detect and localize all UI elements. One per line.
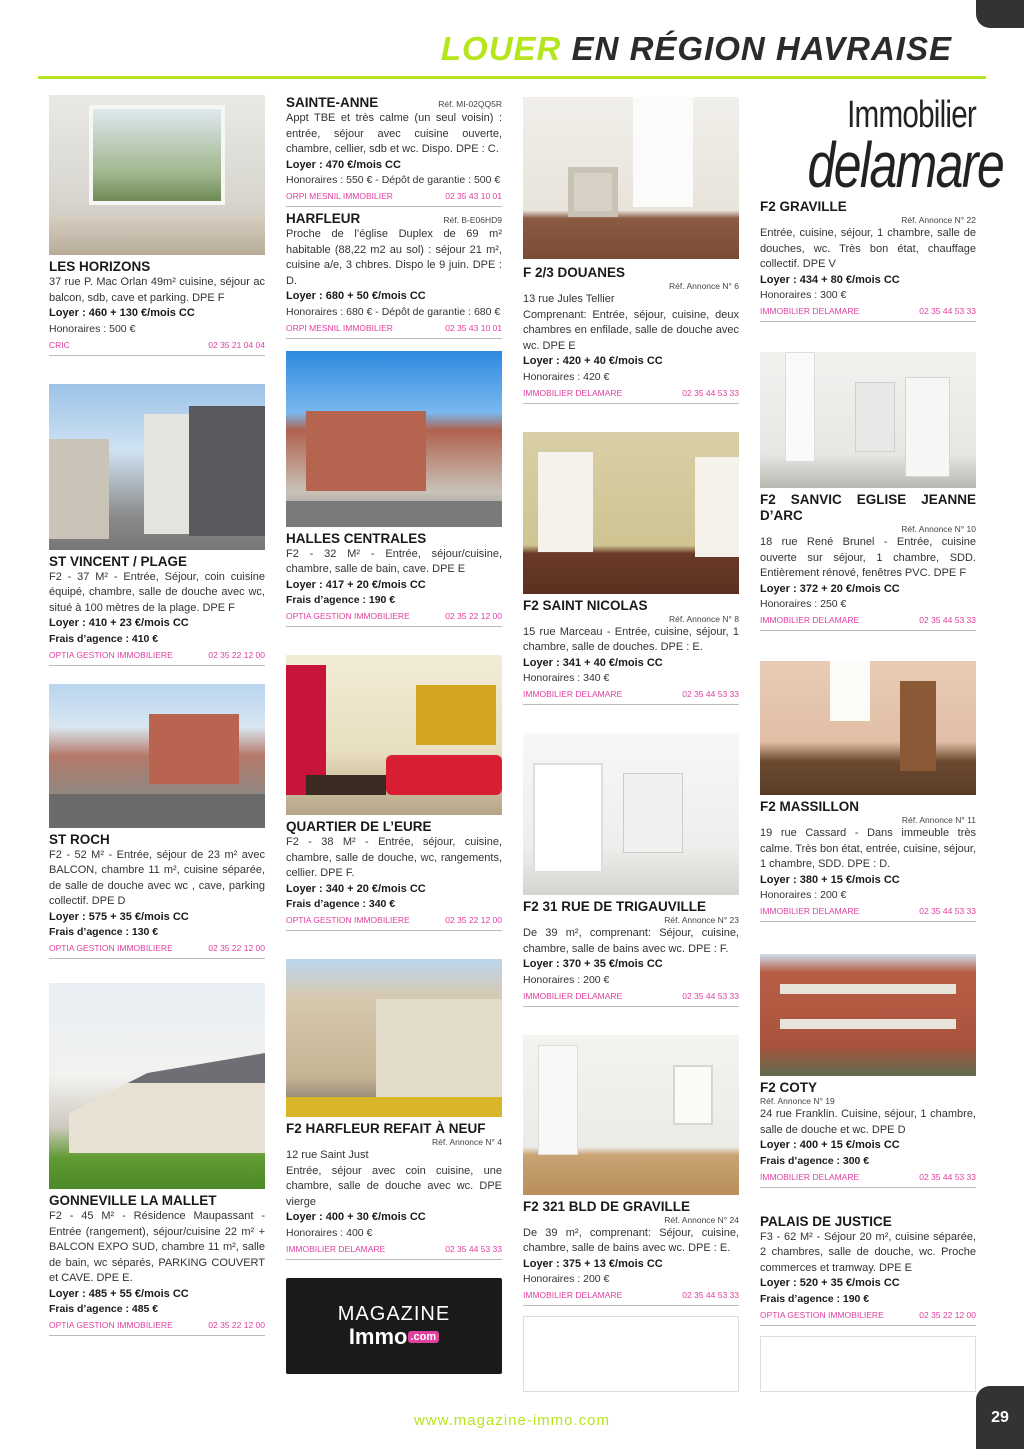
listing-title: LES HORIZONS [49, 259, 151, 274]
listing-fees: Honoraires : 200 € [523, 1273, 610, 1285]
listing-agency[interactable]: IMMOBILIER DELAMARE 02 35 44 53 33 [523, 1289, 739, 1306]
listing-photo[interactable] [49, 684, 265, 828]
listing-photo[interactable] [523, 733, 739, 895]
listing-photo[interactable] [49, 384, 265, 550]
column-3 [523, 95, 739, 1392]
listing-title: GONNEVILLE LA MALLET [49, 1193, 217, 1208]
empty-ad-slot [523, 1316, 739, 1392]
listing-price: Loyer : 341 + 40 €/mois CC [523, 656, 663, 669]
listing-photo[interactable] [286, 959, 502, 1117]
column-2 [286, 95, 502, 1374]
listing-price: Loyer : 420 + 40 €/mois CC [523, 355, 663, 367]
listing-fees: Honoraires : 340 € [523, 672, 610, 684]
listing-description: 12 rue Saint Just Entrée, séjour avec coin cuisine, une chambre, salle de douche avec wc. DPE vierge [286, 1149, 502, 1208]
listing-agency[interactable]: OPTIA GESTION IMMOBILIERE 02 35 22 12 00 [286, 914, 502, 931]
listing-fees: Frais d’agence : 340 € [286, 898, 396, 910]
listing-price: Loyer : 460 + 130 €/mois CC [49, 307, 195, 319]
listing-price: Loyer : 575 + 35 €/mois CC [49, 910, 189, 923]
listing-agency[interactable]: OPTIA GESTION IMMOBILIERE 02 35 22 12 00 [286, 610, 502, 627]
listing-description: F2 - 52 M² - Entrée, séjour de 23 m² avec BALCON, chambre 11 m², cuisine séparée, de salle de douche avec wc , cave, parking collectif. DPE D [49, 848, 265, 907]
listing-photo[interactable] [286, 655, 502, 815]
listing-ref: Réf. Annonce N° 23 [664, 915, 739, 925]
listing-fees: Honoraires : 500 € [49, 322, 136, 335]
listing-price: Loyer : 400 + 15 €/mois CC [760, 1139, 900, 1151]
listing-description: De 39 m², comprenant: Séjour, cuisine, chambre, salle de bains avec wc. DPE : F. [523, 927, 739, 955]
listing-price: Loyer : 372 + 20 €/mois CC [760, 582, 900, 595]
listing-agency[interactable]: IMMOBILIER DELAMARE 02 35 44 53 33 [523, 688, 739, 705]
listing-description: Entrée, cuisine, séjour, 1 chambre, salle de douches, wc. Très bon état, chauffage collectif. DPE V [760, 227, 976, 270]
footer-url[interactable]: www.magazine-immo.com [413, 1412, 611, 1429]
listing-title: F2 SAINT NICOLAS [523, 597, 648, 613]
listing-photo[interactable] [760, 954, 976, 1076]
listing-description: Proche de l’église Duplex de 69 m² habitable (88,22 m2 au sol) : séjour 21 m², cuisine a/e, 3 chbres. Dispo le 9 juin. DPE : D. [286, 228, 502, 287]
listing-ref: Réf. Annonce N° 22 [901, 215, 976, 225]
listing-description: F2 - 45 M² - Résidence Maupassant - Entrée (rangement), séjour/cuisine 22 m² + BALCON EXPO SUD, chambre 11 m², salle de bain, wc séparés, PARKING COUVERT et CAVE. DPE E. [49, 1210, 265, 1284]
listing-price: Loyer : 340 + 20 €/mois CC [286, 882, 426, 895]
delamare-logo[interactable]: Immobilier delamare [807, 94, 1004, 201]
listing-photo[interactable] [760, 352, 976, 488]
listing-title: F2 SANVIC EGLISE JEANNE D’ARC [760, 492, 976, 523]
column-1 [49, 95, 265, 1336]
listing-description: F2 - 38 M² - Entrée, séjour, cuisine, chambre, salle de douche, wc, rangements, cellier. DPE F. [286, 836, 502, 879]
listing-price: Loyer : 485 + 55 €/mois CC [49, 1287, 189, 1300]
empty-ad-slot [760, 1336, 976, 1392]
listing-title: SAINTE-ANNE Réf. MI-02QQ5R [286, 95, 502, 110]
listing-description: F2 - 37 M² - Entrée, Séjour, coin cuisine équipé, chambre, salle de douche avec wc, situé à 100 mètres de la plage. DPE F [49, 570, 265, 614]
listing-price: Loyer : 370 + 35 €/mois CC [523, 958, 663, 970]
listing-agency[interactable]: ORPI MESNIL IMMOBILIER 02 35 43 10 01 [286, 190, 502, 207]
listing-price: Loyer : 470 €/mois CC [286, 158, 401, 171]
corner-tab [976, 0, 1024, 28]
listing-agency[interactable]: CRIC 02 35 21 04 04 [49, 339, 265, 356]
page-title: LOUER EN RÉGION HAVRAISE [440, 30, 952, 67]
listing-fees: Frais d’agence : 190 € [286, 594, 396, 606]
listing-agency[interactable]: OPTIA GESTION IMMOBILIERE 02 35 22 12 00 [760, 1309, 976, 1326]
listing-ref: Réf. Annonce N° 10 [901, 524, 976, 534]
listing-price: Loyer : 520 + 35 €/mois CC [760, 1277, 900, 1289]
listing-photo[interactable] [286, 351, 502, 527]
listing-description: 13 rue Jules Tellier Comprenant: Entrée, séjour, cuisine, deux chambres en enfilade, salle de douche avec wc. DPE E [523, 293, 739, 352]
listing-title: F2 GRAVILLE [760, 199, 847, 214]
page-number: 29 [976, 1386, 1024, 1449]
listing-price: Loyer : 410 + 23 €/mois CC [49, 617, 189, 629]
listing-description: 24 rue Franklin. Cuisine, séjour, 1 chambre, salle de douche et wc. DPE D [760, 1108, 976, 1136]
listing-photo[interactable] [760, 661, 976, 795]
listing-price: Loyer : 434 + 80 €/mois CC [760, 273, 900, 286]
listing-photo[interactable] [523, 97, 739, 259]
header-divider [38, 76, 986, 79]
listing-ref: Réf. Annonce N° 4 [431, 1137, 502, 1147]
listing-agency[interactable]: IMMOBILIER DELAMARE 02 35 44 53 33 [523, 990, 739, 1007]
listing-fees: Frais d’agence : 485 € [49, 1303, 159, 1315]
listing-agency[interactable]: IMMOBILIER DELAMARE 02 35 44 53 33 [760, 614, 976, 631]
listing-fees: Frais d’agence : 130 € [49, 926, 159, 938]
listing-title: F2 HARFLEUR REFAIT À NEUF [286, 1121, 486, 1136]
listing-price: Loyer : 417 + 20 €/mois CC [286, 578, 426, 591]
listing-agency[interactable]: OPTIA GESTION IMMOBILIERE 02 35 22 12 00 [49, 1319, 265, 1336]
magazine-logo[interactable]: MAGAZINE Immo .com [286, 1278, 502, 1374]
listing-title: ST ROCH [49, 831, 110, 847]
listing-fees: Honoraires : 300 € [760, 289, 847, 301]
listing-description: F3 - 62 M² - Séjour 20 m², cuisine séparée, 2 chambres, salle de douche, wc. Proche commerces et tramway. DPE E [760, 1230, 976, 1274]
listing-price: Loyer : 400 + 30 €/mois CC [286, 1211, 426, 1223]
listing-fees: Frais d’agence : 410 € [49, 632, 159, 645]
listing-ref: Réf. Annonce N° 19 [760, 1096, 835, 1106]
listing-price: Loyer : 380 + 15 €/mois CC [760, 873, 900, 886]
listing-fees: Honoraires : 200 € [760, 889, 847, 901]
listing-photo[interactable] [49, 95, 265, 255]
listing-agency[interactable]: OPTIA GESTION IMMOBILIERE 02 35 22 12 00 [49, 649, 265, 666]
listing-title: F 2/3 DOUANES [523, 265, 626, 280]
listing-title: HARFLEUR Réf. B-E06HD9 [286, 211, 502, 226]
listing-description: 15 rue Marceau - Entrée, cuisine, séjour, 1 chambre, salle de douches. DPE : E. [523, 625, 739, 653]
listing-description: Appt TBE et très calme (un seul voisin) : entrée, séjour avec cuisine ouverte, chambre, cellier, sdb et wc. Dispo. DPE : C. [286, 112, 502, 155]
listing-ref: Réf. Annonce N° 24 [664, 1214, 739, 1225]
listing-agency[interactable]: IMMOBILIER DELAMARE 02 35 44 53 33 [760, 305, 976, 322]
listing-fees: Honoraires : 200 € [523, 973, 610, 986]
listing-fees: Honoraires : 250 € [760, 598, 847, 610]
listing-agency[interactable]: IMMOBILIER DELAMARE 02 35 44 53 33 [523, 387, 739, 404]
listing-title: F2 MASSILLON [760, 799, 860, 814]
listing-description: De 39 m², comprenant: Séjour, cuisine, chambre, salle de bains avec wc. DPE : E. [523, 1226, 739, 1254]
listing-title: PALAIS DE JUSTICE [760, 1213, 892, 1229]
listing-title: F2 321 BLD DE GRAVILLE [523, 1198, 691, 1214]
listing-fees: Honoraires : 680 € - Dépôt de garantie : 680 € [286, 305, 501, 318]
listing-fees: Honoraires : 550 € - Dépôt de garantie : 500 € [286, 174, 501, 186]
listing-agency[interactable]: OPTIA GESTION IMMOBILIERE 02 35 22 12 00 [49, 942, 265, 959]
listing-ref: Réf. Annonce N° 11 [901, 815, 976, 825]
listing-photo[interactable] [523, 1035, 739, 1195]
listing-description: 18 rue René Brunel - Entrée, cuisine ouverte sur séjour, 1 chambre, SDD. Entièrement rénové, fenêtres PVC. DPE F [760, 536, 976, 579]
listing-title: HALLES CENTRALES [286, 530, 427, 546]
listing-ref: Réf. Annonce N° 6 [668, 281, 739, 291]
listing-title: F2 31 RUE DE TRIGAUVILLE [523, 899, 707, 914]
listing-description: 19 rue Cassard - Dans immeuble très calme. Très bon état, entrée, cuisine, séjour, 1 chambre, SDD. DPE : D. [760, 827, 976, 870]
listing-price: Loyer : 680 + 50 €/mois CC [286, 290, 426, 302]
listing-ref: Réf. Annonce N° 8 [668, 613, 739, 624]
listing-fees: Honoraires : 400 € [286, 1226, 373, 1239]
listing-fees: Frais d’agence : 190 € [760, 1292, 870, 1305]
listing-description: F2 - 32 M² - Entrée, séjour/cuisine, chambre, salle de bain, cave. DPE E [286, 547, 502, 575]
listing-photo[interactable] [49, 983, 265, 1189]
listing-title: QUARTIER DE L’EURE [286, 819, 432, 834]
listing-agency[interactable]: IMMOBILIER DELAMARE 02 35 44 53 33 [760, 1171, 976, 1188]
listing-agency[interactable]: IMMOBILIER DELAMARE 02 35 44 53 33 [286, 1243, 502, 1260]
column-4 [760, 94, 1004, 1392]
listing-agency[interactable]: ORPI MESNIL IMMOBILIER 02 35 43 10 01 [286, 322, 502, 339]
listing-fees: Honoraires : 420 € [523, 370, 610, 383]
listing-fees: Frais d’agence : 300 € [760, 1154, 870, 1167]
listing-photo[interactable] [523, 432, 739, 594]
listing-title: ST VINCENT / PLAGE [49, 553, 188, 569]
listing-title: F2 COTY [760, 1080, 818, 1095]
listing-description: 37 rue P. Mac Orlan 49m² cuisine, séjour ac balcon, sdb, cave et parking. DPE F [49, 276, 265, 304]
listing-price: Loyer : 375 + 13 €/mois CC [523, 1257, 663, 1270]
listing-agency[interactable]: IMMOBILIER DELAMARE 02 35 44 53 33 [760, 905, 976, 922]
